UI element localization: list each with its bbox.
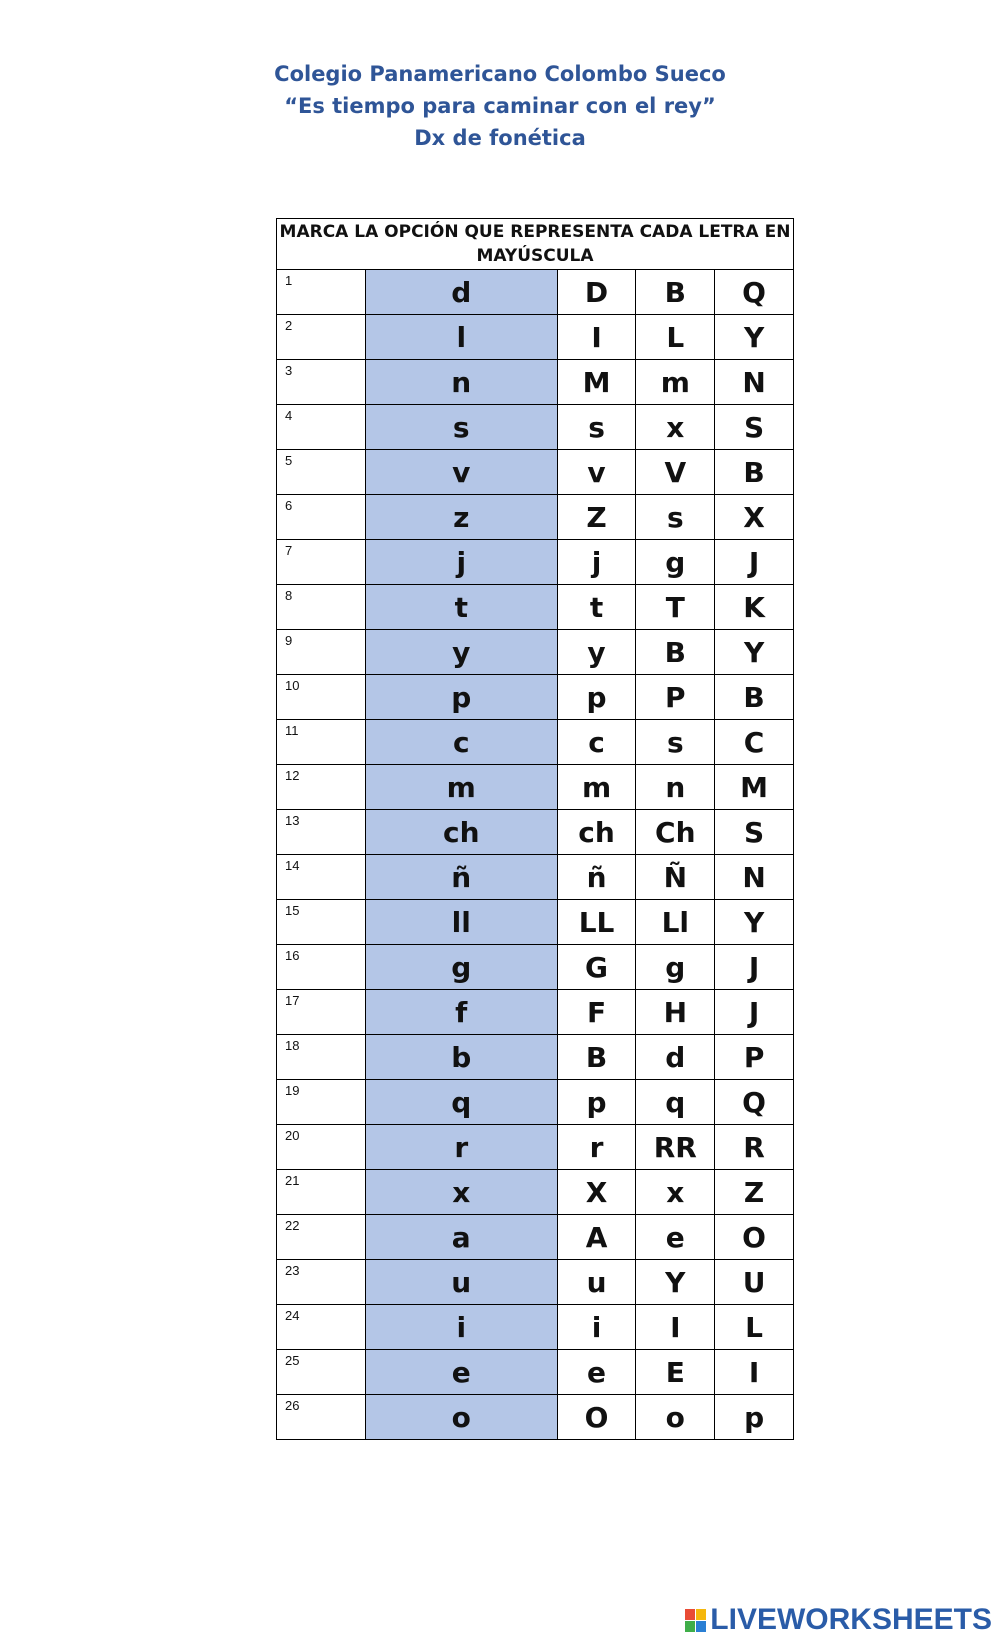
school-name: Colegio Panamericano Colombo Sueco — [274, 62, 726, 86]
option-1[interactable]: m — [557, 765, 636, 810]
row-number: 16 — [285, 948, 300, 963]
table-row — [277, 1350, 794, 1395]
table-row — [277, 1080, 794, 1125]
option-1[interactable]: u — [557, 1260, 636, 1305]
option-3[interactable]: Q — [715, 1080, 794, 1125]
table-row — [277, 450, 794, 495]
row-number: 8 — [285, 588, 293, 603]
table-row — [277, 405, 794, 450]
table-row — [277, 765, 794, 810]
target-letter: c — [365, 720, 557, 765]
option-1[interactable]: D — [557, 270, 636, 315]
row-number-cell — [277, 990, 366, 1035]
row-number-cell — [277, 945, 366, 990]
option-1[interactable]: s — [557, 405, 636, 450]
row-number: 18 — [285, 1038, 300, 1053]
row-number-cell — [277, 270, 366, 315]
option-3[interactable]: S — [715, 405, 794, 450]
liveworksheets-logo-icon — [685, 1609, 706, 1632]
row-number: 10 — [285, 678, 300, 693]
row-number: 25 — [285, 1353, 300, 1368]
row-number: 2 — [285, 318, 293, 333]
option-1[interactable]: p — [557, 675, 636, 720]
option-2[interactable]: I — [636, 1305, 715, 1350]
target-letter: l — [365, 315, 557, 360]
table-row — [277, 810, 794, 855]
row-number: 7 — [285, 543, 293, 558]
target-letter: f — [365, 990, 557, 1035]
school-motto: “Es tiempo para caminar con el rey” — [284, 94, 716, 118]
option-1[interactable]: F — [557, 990, 636, 1035]
table-row — [277, 630, 794, 675]
option-2[interactable]: B — [636, 630, 715, 675]
target-letter: u — [365, 1260, 557, 1305]
row-number-cell — [277, 675, 366, 720]
instruction-text: MARCA LA OPCIÓN QUE REPRESENTA CADA LETRA EN MAYÚSCULA — [277, 219, 794, 270]
row-number-cell — [277, 585, 366, 630]
table-row — [277, 855, 794, 900]
target-letter: n — [365, 360, 557, 405]
table-row — [277, 1035, 794, 1080]
option-3[interactable]: J — [715, 990, 794, 1035]
row-number-cell — [277, 765, 366, 810]
row-number: 22 — [285, 1218, 300, 1233]
row-number: 15 — [285, 903, 300, 918]
option-3[interactable]: O — [715, 1215, 794, 1260]
option-3[interactable]: Y — [715, 900, 794, 945]
option-2[interactable]: m — [636, 360, 715, 405]
row-number: 21 — [285, 1173, 300, 1188]
table-row — [277, 990, 794, 1035]
liveworksheets-logo — [685, 1603, 992, 1637]
phonetics-table — [276, 218, 794, 1440]
option-1[interactable]: e — [557, 1350, 636, 1395]
target-letter: ch — [365, 810, 557, 855]
option-3[interactable]: p — [715, 1395, 794, 1440]
option-2[interactable]: L — [636, 315, 715, 360]
target-letter: x — [365, 1170, 557, 1215]
option-3[interactable]: S — [715, 810, 794, 855]
option-1[interactable]: v — [557, 450, 636, 495]
option-2[interactable]: g — [636, 945, 715, 990]
option-2[interactable]: V — [636, 450, 715, 495]
row-number: 26 — [285, 1398, 300, 1413]
row-number-cell — [277, 1125, 366, 1170]
table-row — [277, 585, 794, 630]
target-letter: a — [365, 1215, 557, 1260]
row-number-cell — [277, 450, 366, 495]
table-row — [277, 945, 794, 990]
row-number: 3 — [285, 363, 293, 378]
row-number-cell — [277, 630, 366, 675]
option-2[interactable]: x — [636, 405, 715, 450]
option-2[interactable]: Ñ — [636, 855, 715, 900]
target-letter: p — [365, 675, 557, 720]
option-3[interactable]: B — [715, 675, 794, 720]
option-1[interactable]: G — [557, 945, 636, 990]
option-3[interactable]: X — [715, 495, 794, 540]
row-number: 6 — [285, 498, 293, 513]
row-number-cell — [277, 1395, 366, 1440]
target-letter: q — [365, 1080, 557, 1125]
option-1[interactable]: t — [557, 585, 636, 630]
table-row — [277, 1215, 794, 1260]
row-number-cell — [277, 855, 366, 900]
row-number: 13 — [285, 813, 300, 828]
target-letter: r — [365, 1125, 557, 1170]
option-3[interactable]: Z — [715, 1170, 794, 1215]
target-letter: y — [365, 630, 557, 675]
target-letter: z — [365, 495, 557, 540]
option-2[interactable]: x — [636, 1170, 715, 1215]
table-row — [277, 900, 794, 945]
option-3[interactable]: K — [715, 585, 794, 630]
option-3[interactable]: N — [715, 855, 794, 900]
option-1[interactable]: p — [557, 1080, 636, 1125]
table-row — [277, 1170, 794, 1215]
table-row — [277, 360, 794, 405]
table-row — [277, 1395, 794, 1440]
table-row — [277, 495, 794, 540]
option-3[interactable]: N — [715, 360, 794, 405]
option-1[interactable]: r — [557, 1125, 636, 1170]
logo-text: LIVEWORKSHEETS — [710, 1603, 992, 1636]
target-letter: e — [365, 1350, 557, 1395]
worksheet-subtitle: Dx de fonética — [414, 126, 586, 150]
option-3[interactable]: J — [715, 945, 794, 990]
row-number-cell — [277, 315, 366, 360]
option-1[interactable]: I — [557, 315, 636, 360]
row-number-cell — [277, 1260, 366, 1305]
option-3[interactable]: U — [715, 1260, 794, 1305]
option-1[interactable]: ch — [557, 810, 636, 855]
worksheet-header — [0, 58, 1000, 154]
target-letter: i — [365, 1305, 557, 1350]
option-2[interactable]: s — [636, 720, 715, 765]
option-1[interactable]: y — [557, 630, 636, 675]
option-2[interactable]: o — [636, 1395, 715, 1440]
option-3[interactable]: C — [715, 720, 794, 765]
target-letter: v — [365, 450, 557, 495]
table-row — [277, 315, 794, 360]
target-letter: ll — [365, 900, 557, 945]
target-letter: s — [365, 405, 557, 450]
option-1[interactable]: O — [557, 1395, 636, 1440]
option-2[interactable]: g — [636, 540, 715, 585]
row-number: 11 — [285, 723, 299, 738]
option-1[interactable]: LL — [557, 900, 636, 945]
table-row — [277, 1260, 794, 1305]
table-row — [277, 675, 794, 720]
row-number-cell — [277, 1170, 366, 1215]
target-letter: ñ — [365, 855, 557, 900]
row-number: 12 — [285, 768, 300, 783]
option-2[interactable]: q — [636, 1080, 715, 1125]
option-1[interactable]: ñ — [557, 855, 636, 900]
option-1[interactable]: i — [557, 1305, 636, 1350]
table-row — [277, 720, 794, 765]
row-number: 20 — [285, 1128, 300, 1143]
option-1[interactable]: Z — [557, 495, 636, 540]
option-2[interactable]: B — [636, 270, 715, 315]
option-3[interactable]: P — [715, 1035, 794, 1080]
option-3[interactable]: I — [715, 1350, 794, 1395]
option-2[interactable]: E — [636, 1350, 715, 1395]
option-2[interactable]: H — [636, 990, 715, 1035]
option-2[interactable]: P — [636, 675, 715, 720]
option-3[interactable]: Y — [715, 630, 794, 675]
target-letter: d — [365, 270, 557, 315]
option-1[interactable]: X — [557, 1170, 636, 1215]
row-number-cell — [277, 1305, 366, 1350]
target-letter: g — [365, 945, 557, 990]
table-row — [277, 1305, 794, 1350]
row-number: 14 — [285, 858, 300, 873]
option-3[interactable]: R — [715, 1125, 794, 1170]
target-letter: j — [365, 540, 557, 585]
option-3[interactable]: M — [715, 765, 794, 810]
row-number-cell — [277, 405, 366, 450]
option-2[interactable]: T — [636, 585, 715, 630]
option-1[interactable]: c — [557, 720, 636, 765]
target-letter: m — [365, 765, 557, 810]
option-2[interactable]: Ll — [636, 900, 715, 945]
row-number: 1 — [285, 273, 293, 288]
target-letter: b — [365, 1035, 557, 1080]
row-number-cell — [277, 1350, 366, 1395]
row-number-cell — [277, 540, 366, 585]
target-letter: o — [365, 1395, 557, 1440]
option-2[interactable]: Ch — [636, 810, 715, 855]
row-number: 19 — [285, 1083, 300, 1098]
option-2[interactable]: s — [636, 495, 715, 540]
row-number: 5 — [285, 453, 293, 468]
table-row — [277, 1125, 794, 1170]
option-1[interactable]: M — [557, 360, 636, 405]
row-number-cell — [277, 810, 366, 855]
option-2[interactable]: Y — [636, 1260, 715, 1305]
option-2[interactable]: RR — [636, 1125, 715, 1170]
table-row — [277, 270, 794, 315]
option-3[interactable]: Q — [715, 270, 794, 315]
option-1[interactable]: j — [557, 540, 636, 585]
row-number: 4 — [285, 408, 293, 423]
option-3[interactable]: J — [715, 540, 794, 585]
option-2[interactable]: d — [636, 1035, 715, 1080]
row-number: 9 — [285, 633, 293, 648]
row-number: 24 — [285, 1308, 300, 1323]
option-3[interactable]: Y — [715, 315, 794, 360]
row-number-cell — [277, 360, 366, 405]
row-number-cell — [277, 1080, 366, 1125]
row-number: 17 — [285, 993, 300, 1008]
option-1[interactable]: B — [557, 1035, 636, 1080]
option-1[interactable]: A — [557, 1215, 636, 1260]
table-row — [277, 540, 794, 585]
row-number-cell — [277, 1215, 366, 1260]
row-number-cell — [277, 720, 366, 765]
row-number-cell — [277, 900, 366, 945]
row-number-cell — [277, 1035, 366, 1080]
option-3[interactable]: B — [715, 450, 794, 495]
option-3[interactable]: L — [715, 1305, 794, 1350]
option-2[interactable]: n — [636, 765, 715, 810]
option-2[interactable]: e — [636, 1215, 715, 1260]
target-letter: t — [365, 585, 557, 630]
row-number: 23 — [285, 1263, 300, 1278]
row-number-cell — [277, 495, 366, 540]
